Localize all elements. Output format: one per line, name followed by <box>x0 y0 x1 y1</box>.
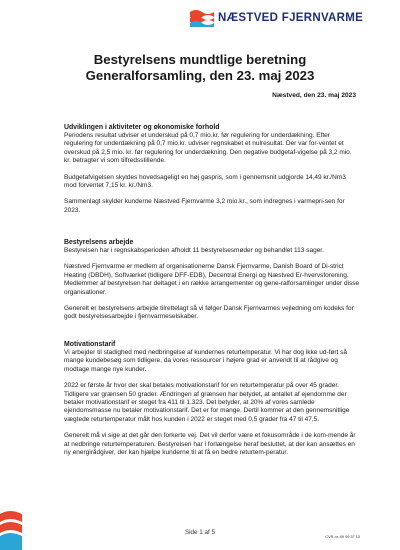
paragraph: Periodens resultat udviser et underskud på 0,7 mio.kr. før regulering for underdækning. Efter regulering for underdækning på 0,7 mio.kr. udviser regnskabet et nulresultat. Der var for-ventet et overskud på 2,5 mio. kr. før regulering for underdækning. Den negative budgetaf-vigelse på 3,2 mio. kr. betragter vi som tilfredsstillende. <box>64 132 352 165</box>
paragraph: Generelt må vi sige at det går den forkerte vej. Det vil derfor være et fokusområde i de kom-mende år at nedbringe returtemperaturen. Bestyrelsen har i forlængelse heraf besluttet, at der kan ansættes en ny energirådgiver, der kan hjælpe kunderne til at få en bedre returtem-peratur. <box>64 432 356 457</box>
logo-text: NÆSTVED FJERNVARME <box>218 12 364 24</box>
section-board <box>64 238 360 322</box>
company-logo <box>190 9 363 27</box>
paragraph: Budgetafvigelsen skyldes hovedsageligt en høj gaspris, som i gennemsnit udgjorde 14,49 kr./Nm3 mod forventet 7,15 kr. kr./Nm3. <box>64 173 346 190</box>
paragraph: Generelt er bestyrelsens arbejde tilrettelagt så vi følger Dansk Fjernvarmes vejledning om kodeks for godt bestyrelsesarbejde i fjernvarmeselskaber. <box>64 305 354 321</box>
document-title <box>40 52 360 84</box>
paragraph: Vi arbejder til stadighed med nedbringelse af kundernes returtemperatur. Vi har dog ikke ud-ført så mange kundebesøg som tidligere, da vores ressourcer i højere grad er anvendt til at rådgive og modtage mange nye kunder. <box>64 349 348 373</box>
section-heading: Bestyrelsens arbejde <box>64 239 134 246</box>
paragraph: Bestyrelsen har i regnskabsperioden afholdt 11 bestyrelsesmøder og behandlet 113 sager. <box>64 247 324 254</box>
document-date: Næstved, den 23. maj 2023 <box>272 92 356 99</box>
page-number: Side 1 af 5 <box>184 529 216 536</box>
cvr-number: CVR-nr. 69 99 57 13 <box>325 535 360 539</box>
title-line-1: Bestyrelsens mundtlige beretning <box>93 52 307 67</box>
section-tariff <box>64 340 360 457</box>
waves-logo-icon <box>190 9 214 27</box>
paragraph: 2022 er første år hvor der skal betales motivationstarif for en returtemperatur på over 45 grader. Tidligere var grænsen 50 grader. Ændringen af grænsen har betydet, at antallet af ejendomme der betaler motivationstarif er steget fra 411 til 1.323. Det betyder, at 20% af vores samlede ejendomsmasse nu betaler motivationstarif. Det er for mange. Dertil kommer at den gennemsnitlige vægtede returtemperatur målt hos kunden i 2022 er steget med 0,5 grader fra 47 til 47,5. <box>64 382 350 423</box>
paragraph: Sammenlagt skylder kunderne Næstved Fjernvarme 3,2 mio.kr., som indregnes i varmepri-sen for 2023. <box>64 198 345 214</box>
title-line-2: Generalforsamling, den 23. maj 2023 <box>85 68 315 83</box>
section-heading: Udviklingen i aktiviteter og økonomiske forhold <box>64 124 220 131</box>
section-heading: Motivationstarif <box>64 341 116 348</box>
section-economy <box>64 123 360 215</box>
paragraph: Næstved Fjernvarme er medlem af organisationerne Dansk Fjernvarme, Danish Board of Di-strict Heating (DBDH), Softværket (tidligere DFF-EDB), Decentral Energi og Næstved Er-hvervsforening. Medlemmer af bestyrelsen har deltaget i en række arrangementer og gene-ralforsamlinger under disse organisationer. <box>64 263 360 296</box>
